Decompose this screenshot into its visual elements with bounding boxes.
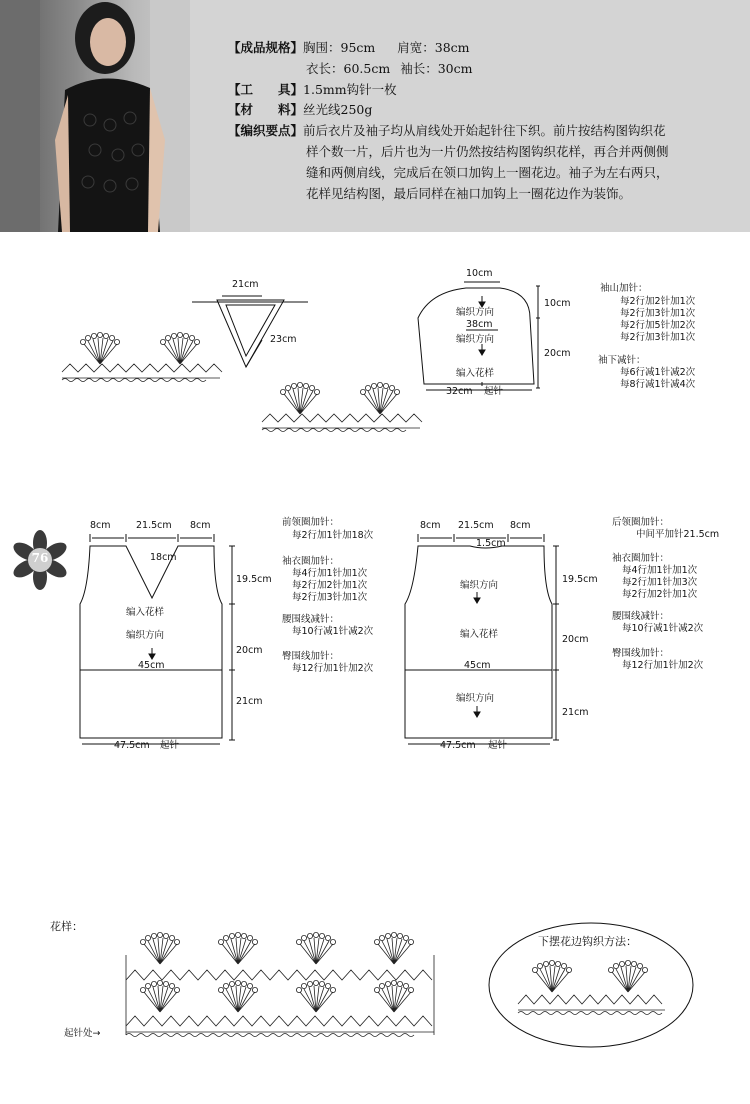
front-left-width: 8cm	[90, 520, 111, 531]
sleeve-under-title: 袖下减针：	[598, 355, 646, 366]
pattern-title: 花样：	[50, 920, 83, 933]
start-position-label: 起针处→	[64, 1028, 101, 1039]
sleeve-body-height-label: 20cm	[544, 348, 571, 359]
material-value: 丝光线250g	[303, 102, 373, 117]
front-arm-rule-1: 每4行加1针加1次	[292, 568, 368, 579]
front-bottom-width: 47.5cm	[114, 740, 150, 751]
front-hip-rule: 每12行加1针加2次	[292, 663, 374, 674]
back-bottom-width: 47.5cm	[440, 740, 476, 751]
sleeve-mid-label: 38cm	[466, 319, 493, 330]
back-arm-rule-1: 每4行加1针加1次	[622, 565, 698, 576]
back-start-label: 起针	[488, 740, 508, 751]
front-neck-depth: 18cm	[150, 552, 177, 563]
sleeve-direction-1: 编织方向	[456, 307, 495, 318]
front-arm-rule-3: 每2行加3针加1次	[292, 592, 368, 603]
back-direction-2: 编织方向	[456, 693, 495, 704]
shoulder-value: 肩宽：38cm	[397, 40, 470, 55]
front-mid-width: 21.5cm	[136, 520, 172, 531]
collar-side-label: 23cm	[270, 334, 297, 345]
back-waist-rule: 每10行减1针减2次	[622, 623, 704, 634]
page-number: 76	[31, 551, 49, 565]
sleeve-start-label: 起针	[484, 386, 504, 397]
front-neck-title: 前领圈加针：	[282, 517, 340, 528]
sleeve-cap-rule-2: 每2行加3针加1次	[620, 308, 696, 319]
sleeve-cap-title: 袖山加针：	[600, 283, 648, 294]
tools-label: 【工 具】	[228, 82, 304, 97]
front-waist-rule: 每10行减1针减2次	[292, 626, 374, 637]
back-waist-width: 45cm	[464, 660, 491, 671]
back-height-2: 20cm	[562, 634, 589, 645]
method-line-4: 花样见结构图，最后同样在袖口加钩上一圈花边作为装饰。	[306, 186, 632, 201]
front-direction-label: 编织方向	[126, 630, 165, 641]
sleeve-cap-rule-4: 每2行加3针加1次	[620, 332, 696, 343]
method-line-1: 前后衣片及袖子均从肩线处开始起针往下织。前片按结构图钩织花	[303, 123, 666, 138]
sleeve-bottom-label: 32cm	[446, 386, 473, 397]
back-direction-1: 编织方向	[460, 580, 499, 591]
method-line-3: 缝和两侧肩线，完成后在领口加钩上一圈花边。袖子为左右两只，	[306, 165, 669, 180]
chest-value: 胸围：95cm	[303, 40, 376, 55]
front-waist-width: 45cm	[138, 660, 165, 671]
front-pattern-label: 编入花样	[126, 607, 165, 618]
back-height-1: 19.5cm	[562, 574, 598, 585]
back-right-width: 8cm	[510, 520, 531, 531]
front-height-2: 20cm	[236, 645, 263, 656]
collar-width-label: 21cm	[232, 279, 259, 290]
sleeve-under-rule-1: 每6行减1针减2次	[620, 367, 696, 378]
front-height-1: 19.5cm	[236, 574, 272, 585]
front-right-width: 8cm	[190, 520, 211, 531]
method-label: 【编织要点】	[228, 123, 304, 138]
spec-label: 【成品规格】	[228, 40, 304, 55]
back-arm-rule-2: 每2行加1针加3次	[622, 577, 698, 588]
back-hip-rule: 每12行加1针加2次	[622, 660, 704, 671]
back-height-3: 21cm	[562, 707, 589, 718]
front-arm-title: 袖衣圈加针：	[282, 556, 340, 567]
sleeve-cap-rule-3: 每2行加5针加2次	[620, 320, 696, 331]
material-label: 【材 料】	[228, 102, 304, 117]
sleeve-cap-height-label: 10cm	[544, 298, 571, 309]
sleeve-cap-rule-1: 每2行加2针加1次	[620, 296, 696, 307]
back-neck-depth: 1.5cm	[476, 538, 506, 549]
front-neck-rule: 每2行加1针加18次	[292, 530, 374, 541]
back-arm-rule-3: 每2行加2针加1次	[622, 589, 698, 600]
back-hip-title: 臀围线加针：	[612, 648, 670, 659]
front-start-label: 起针	[160, 740, 180, 751]
method-line-2: 样个数一片，后片也为一片仍然按结构图钩织花样，再合并两侧侧	[306, 144, 669, 159]
back-waist-title: 腰围线减针：	[612, 611, 670, 622]
back-left-width: 8cm	[420, 520, 441, 531]
back-arm-title: 袖衣圈加针：	[612, 553, 670, 564]
back-neck-rule: 中间平加针21.5cm	[636, 529, 720, 540]
sleeve-value: 袖长：30cm	[400, 61, 473, 76]
length-value: 衣长：60.5cm	[306, 61, 391, 76]
sleeve-top-label: 10cm	[466, 268, 493, 279]
back-pattern-label: 编入花样	[460, 629, 499, 640]
front-waist-title: 腰围线减针：	[282, 614, 340, 625]
hem-edging-title: 下摆花边钩织方法：	[538, 935, 637, 948]
front-hip-title: 臀围线加针：	[282, 651, 340, 662]
sleeve-pattern-label: 编入花样	[456, 368, 495, 379]
back-mid-width: 21.5cm	[458, 520, 494, 531]
sleeve-direction-2: 编织方向	[456, 334, 495, 345]
tools-value: 1.5mm钩针一枚	[303, 82, 397, 97]
front-arm-rule-2: 每2行加2针加1次	[292, 580, 368, 591]
sleeve-under-rule-2: 每8行减1针减4次	[620, 379, 696, 390]
front-height-3: 21cm	[236, 696, 263, 707]
back-neck-title: 后领圈加针：	[612, 517, 670, 528]
